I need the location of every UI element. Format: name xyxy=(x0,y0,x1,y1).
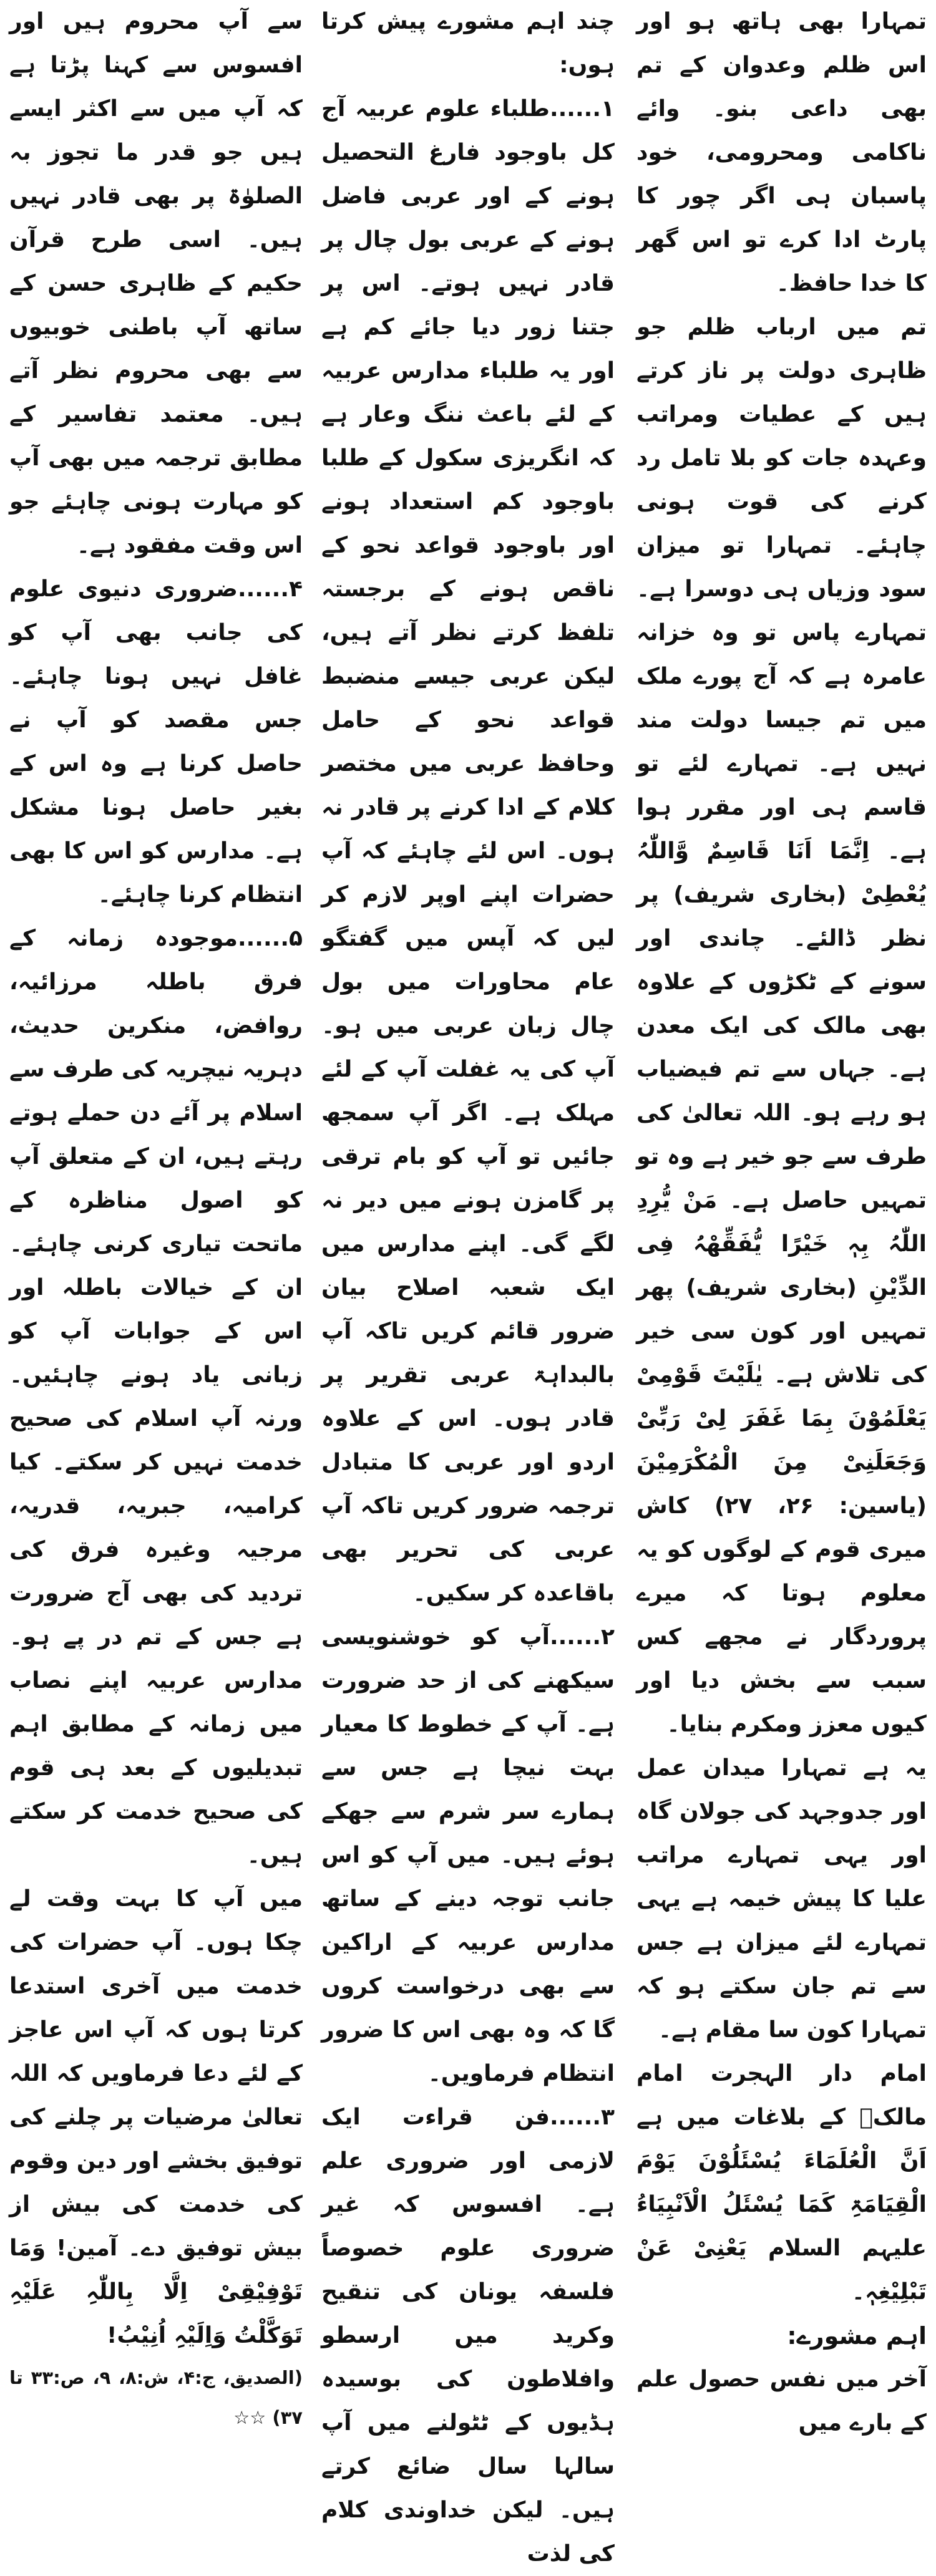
paragraph: چند اہم مشورے پیش کرتا ہوں: xyxy=(321,9,615,78)
paragraph: تمہارا بھی ہاتھ ہو اور اس ظلم وعدوان کے تم بھی داعی بنو۔ وائے ناکامی ومحرومی، خود پاسبان ہی اگر چور کا پارٹ ادا کرے تو اس گھر کا خدا حافظ۔ xyxy=(636,9,927,296)
paragraph: تم میں ارباب ظلم جو ظاہری دولت پر ناز کرتے ہیں کے عطیات ومراتب وعہدہ جات کو بلا تامل رد کرنے کی قوت ہونی چاہئے۔ تمہارا تو میزان سود وزیاں ہی دوسرا ہے۔ تمہارے پاس تو وہ خزانہ عامرہ ہے کہ آج پورے ملک میں تم جیسا دولت مند نہیں ہے۔ تمہارے لئے تو قاسم ہی اور مقرر ہوا ہے۔ اِنَّمَا اَنَا قَاسِمٌ وَّاللّٰہُ یُعْطِیْ (بخاری شریف) پر نظر ڈالئے۔ چاندی اور سونے کے ٹکڑوں کے علاوہ بھی مالک کی ایک معدن ہے۔ جہاں سے تم فیضیاب ہو رہے ہو۔ اللہ تعالیٰ کی طرف سے جو خیر ہے وہ تو تمہیں حاصل ہے۔ مَنْ یُّرِدِ اللّٰہُ بِہٖ خَیْرًا یُّفَقِّھْہُ فِی الدِّیْنِ (بخاری شریف) پھر تمہیں اور کون سی خیر کی تلاش ہے۔ یٰلَیْتَ قَوْمِیْ یَعْلَمُوْنَ بِمَا غَفَرَ لِیْ رَبِّیْ وَجَعَلَنِیْ مِنَ الْمُکْرَمِیْنَ (یاسین: ۲۶، ۲۷) کاش میری قوم کے لوگوں کو یہ معلوم ہوتا کہ میرے پروردگار نے مجھے کس سبب سے بخش دیا اور کیوں معزز ومکرم بنایا۔ xyxy=(636,314,927,1737)
list-item: ۲......آپ کو خوشنویسی سیکھنے کی از حد ضرورت ہے۔ آپ کے خطوط کا معیار بہت نیچا ہے جس سے ہمارے سر شرم سے جھکے ہوئے ہیں۔ میں آپ کو اس جانب توجہ دینے کے ساتھ مدارس عربیہ کے اراکین سے بھی درخواست کروں گا کہ وہ بھی اس کا ضرور انتظام فرماویں۔ xyxy=(321,1624,615,2086)
list-item: ۳......فن قراءت ایک لازمی اور ضروری علم ہے۔ افسوس کہ غیر ضروری علوم خصوصاً فلسفہ یونان کی تنقیح وکرید میں ارسطو وافلاطون کی بوسیدہ ہڈیوں کے ٹٹولنے میں آپ سالہا سال ضائع کرتے ہیں۔ لیکن خداوندی کلام کی لذت xyxy=(321,2104,615,2567)
paragraph: آخر میں نفس حصول علم کے بارے میں xyxy=(636,2366,927,2436)
citation xyxy=(9,2358,303,2438)
citation-text: (الصدیق، ج:۴، ش:۸، ۹، ص:۳۳ تا ۳۷) xyxy=(9,2367,303,2428)
section-heading: اہم مشورے: xyxy=(787,2322,927,2350)
paragraph: امام دار الہجرت امام مالکؒ کے بلاغات میں ہے اَنَّ الْعُلَمَاءَ یُسْئَلُوْنَ یَوْمَ الْقِیَامَۃِ کَمَا یُسْئَلُ الْاَنْبِیَاءُ علیہم السلام یَعْنِیْ عَنْ تَبْلِیْغِہٖ۔ xyxy=(636,2061,927,2305)
column-right xyxy=(636,0,927,2436)
paragraph: میں آپ کا بہت وقت لے چکا ہوں۔ آپ حضرات کی خدمت میں آخری استدعا کرتا ہوں کہ آپ اس عاجز کے لئے دعا فرماویں کہ اللہ تعالیٰ مرضیات پر چلنے کی توفیق بخشے اور دین وقوم کی خدمت کی بیش از بیش توفیق دے۔ آمین! وَمَا تَوْفِیْقِیْ اِلَّا بِاللّٰہِ عَلَیْہِ تَوَکَّلْتُ وَاِلَیْہِ اُنِیْبُ! xyxy=(9,1886,303,2348)
list-item: ۵......موجودہ زمانہ کے فرق باطلہ مرزائیہ، روافض، منکرین حدیث، دہریہ نیچریہ کی طرف سے اسلام پر آئے دن حملے ہوتے رہتے ہیں، ان کے متعلق آپ کو اصول مناظرہ کے ماتحت تیاری کرنی چاہئے۔ ان کے خیالات باطلہ اور اس کے جوابات آپ کو زبانی یاد ہونے چاہئیں۔ ورنہ آپ اسلام کی صحیح خدمت نہیں کر سکتے۔ کیا کرامیہ، جبریہ، قدریہ، مرجیہ وغیرہ فرق کی تردید کی بھی آج ضرورت ہے جس کے تم در پے ہو۔ مدارس عربیہ اپنے نصاب میں زمانہ کے مطابق اہم تبدیلیوں کے بعد ہی قوم کی صحیح خدمت کر سکتے ہیں۔ xyxy=(9,926,303,1868)
end-mark-icon: ☆☆ xyxy=(233,2407,266,2428)
paragraph: سے آپ محروم ہیں اور افسوس سے کہنا پڑتا ہے کہ آپ میں سے اکثر ایسے ہیں جو قدر ما تجوز بہ الصلوٰۃ پر بھی قادر نہیں ہیں۔ اسی طرح قرآن حکیم کے ظاہری حسن کے ساتھ آپ باطنی خوبیوں سے بھی محروم نظر آتے ہیں۔ معتمد تفاسیر کے مطابق ترجمہ میں بھی آپ کو مہارت ہونی چاہئے جو اس وقت مفقود ہے۔ xyxy=(9,9,303,558)
paragraph: یہ ہے تمہارا میدان عمل اور جدوجہد کی جولان گاہ اور یہی تمہارے مراتب علیا کا پیش خیمہ ہے یہی تمہارے لئے میزان ہے جس سے تم جان سکتے ہو کہ تمہارا کون سا مقام ہے۔ xyxy=(636,1755,927,2043)
column-middle xyxy=(321,0,615,2567)
column-left xyxy=(9,0,303,2428)
list-item: ۴......ضروری دنیوی علوم کی جانب بھی آپ کو غافل نہیں ہونا چاہئے۔ جس مقصد کو آپ نے حاصل کرنا ہے وہ اس کے بغیر حاصل ہونا مشکل ہے۔ مدارس کو اس کا بھی انتظام کرنا چاہئے۔ xyxy=(9,576,303,908)
list-item: ۱......طلباء علوم عربیہ آج کل باوجود فارغ التحصیل ہونے کے اور عربی فاضل ہونے کے عربی بول چال پر قادر نہیں ہوتے۔ اس پر جتنا زور دیا جائے کم ہے اور یہ طلباء مدارس عربیہ کے لئے باعث ننگ وعار ہے کہ انگریزی سکول کے طلبا باوجود کم استعداد ہونے اور باوجود قواعد نحو کے ناقص ہونے کے برجستہ تلفظ کرتے نظر آتے ہیں، لیکن عربی جیسے منضبط قواعد نحو کے حامل وحافظ عربی میں مختصر کلام کے ادا کرنے پر قادر نہ ہوں۔ اس لئے چاہئے کہ آپ حضرات اپنے اوپر لازم کر لیں کہ آپس میں گفتگو عام محاورات میں بول چال زبان عربی میں ہو۔ آپ کی یہ غفلت آپ کے لئے مہلک ہے۔ اگر آپ سمجھ جائیں تو آپ کو بام ترقی پر گامزن ہونے میں دیر نہ لگے گی۔ اپنے مدارس میں ایک شعبہ اصلاح بیان ضرور قائم کریں تاکہ آپ بالبداہۃ عربی تقریر پر قادر ہوں۔ اس کے علاوہ اردو اور عربی کا متبادل ترجمہ ضرور کریں تاکہ آپ عربی کی تحریر بھی باقاعدہ کر سکیں۔ xyxy=(321,96,615,1606)
